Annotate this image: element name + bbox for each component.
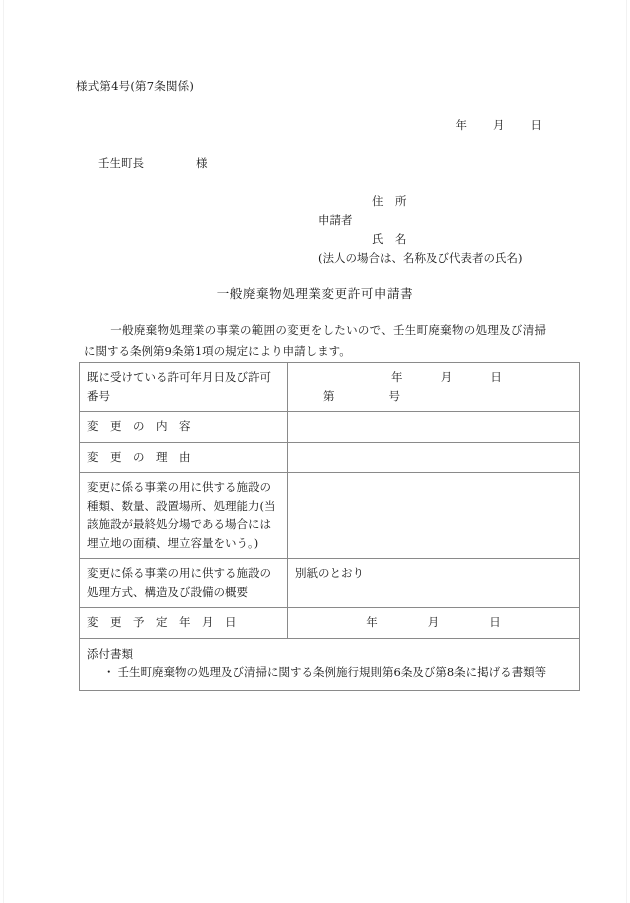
row-value-facility-method[interactable]: 別紙のとおり [288,559,580,608]
row-label-facility-details: 変更に係る事業の用に供する施設の種類、数量、設置場所、処理能力(当該施設が最終処分場である場合には埋立地の面積、埋立容量をいう。) [80,473,288,559]
applicant-address-label: 住 所 [372,194,407,208]
row-label-change-reason: 変 更 の 理 由 [80,442,288,473]
permit-number-prefix: 第 [323,388,335,403]
existing-permit-year: 年 [391,370,403,384]
table-row-attachments [80,638,580,690]
row-value-change-reason[interactable] [288,442,580,473]
page-title: 一般廃棄物処理業変更許可申請書 [216,286,414,301]
page-edge-left [3,0,4,903]
table-row [80,608,580,639]
existing-permit-number [295,387,572,406]
table-row [80,412,580,443]
row-value-existing-permit[interactable] [288,363,580,412]
row-value-change-content[interactable] [288,412,580,443]
row-label-facility-method: 変更に係る事業の用に供する施設の処理方式、構造及び設備の概要 [80,559,288,608]
applicant-name-row [318,230,522,249]
applicant-name-label: 氏 名 [372,232,407,246]
existing-permit-day: 日 [490,370,503,384]
existing-permit-date [295,368,572,387]
table-row [80,473,580,559]
date-day-label: 日 [530,118,542,132]
date-line [0,117,630,133]
row-label-existing-permit: 既に受けている許可年月日及び許可番号 [80,363,288,412]
attachments-item-text: 壬生町廃棄物の処理及び清掃に関する条例施行規則第6条及び第8条に掲げる書類等 [117,665,547,679]
row-value-planned-date[interactable] [288,608,580,639]
table-row [80,442,580,473]
intro-text: 一般廃棄物処理業の事業の範囲の変更をしたいので、壬生町廃棄物の処理及び清掃に関する条例第9条第1項の規定により申請します。 [84,323,546,358]
bullet-icon: ・ [103,665,115,679]
addressee-honorific: 様 [196,156,208,170]
existing-permit-month: 月 [440,370,453,384]
attachments-item [87,663,572,682]
planned-date-year: 年 [366,615,378,629]
intro-paragraph [84,320,546,361]
page-edge-right [626,0,627,903]
attachments-cell [80,638,580,690]
row-value-facility-details[interactable] [288,473,580,559]
row-label-planned-date: 変 更 予 定 年 月 日 [80,608,288,639]
planned-date-day: 日 [489,615,501,629]
planned-date-fields [295,613,572,632]
date-year-label: 年 [455,118,467,132]
permit-number-suffix: 号 [388,388,400,403]
table-row [80,559,580,608]
applicant-corporate-note: (法人の場合は、名称及び代表者の氏名) [318,251,523,265]
form-code: 様式第4号(第7条関係) [76,79,195,93]
applicant-label: 申請者 [318,213,353,227]
applicant-label-row [318,211,522,230]
date-month-label: 月 [493,118,505,132]
application-form-table [79,362,580,691]
planned-date-month: 月 [427,615,440,629]
table-row [80,363,580,412]
addressee-office: 壬生町長 [98,156,144,170]
row-label-change-content: 変 更 の 内 容 [80,412,288,443]
addressee-line [98,155,208,171]
applicant-address-row [318,192,522,211]
attachments-title: 添付書類 [87,646,133,661]
applicant-block [318,192,522,268]
